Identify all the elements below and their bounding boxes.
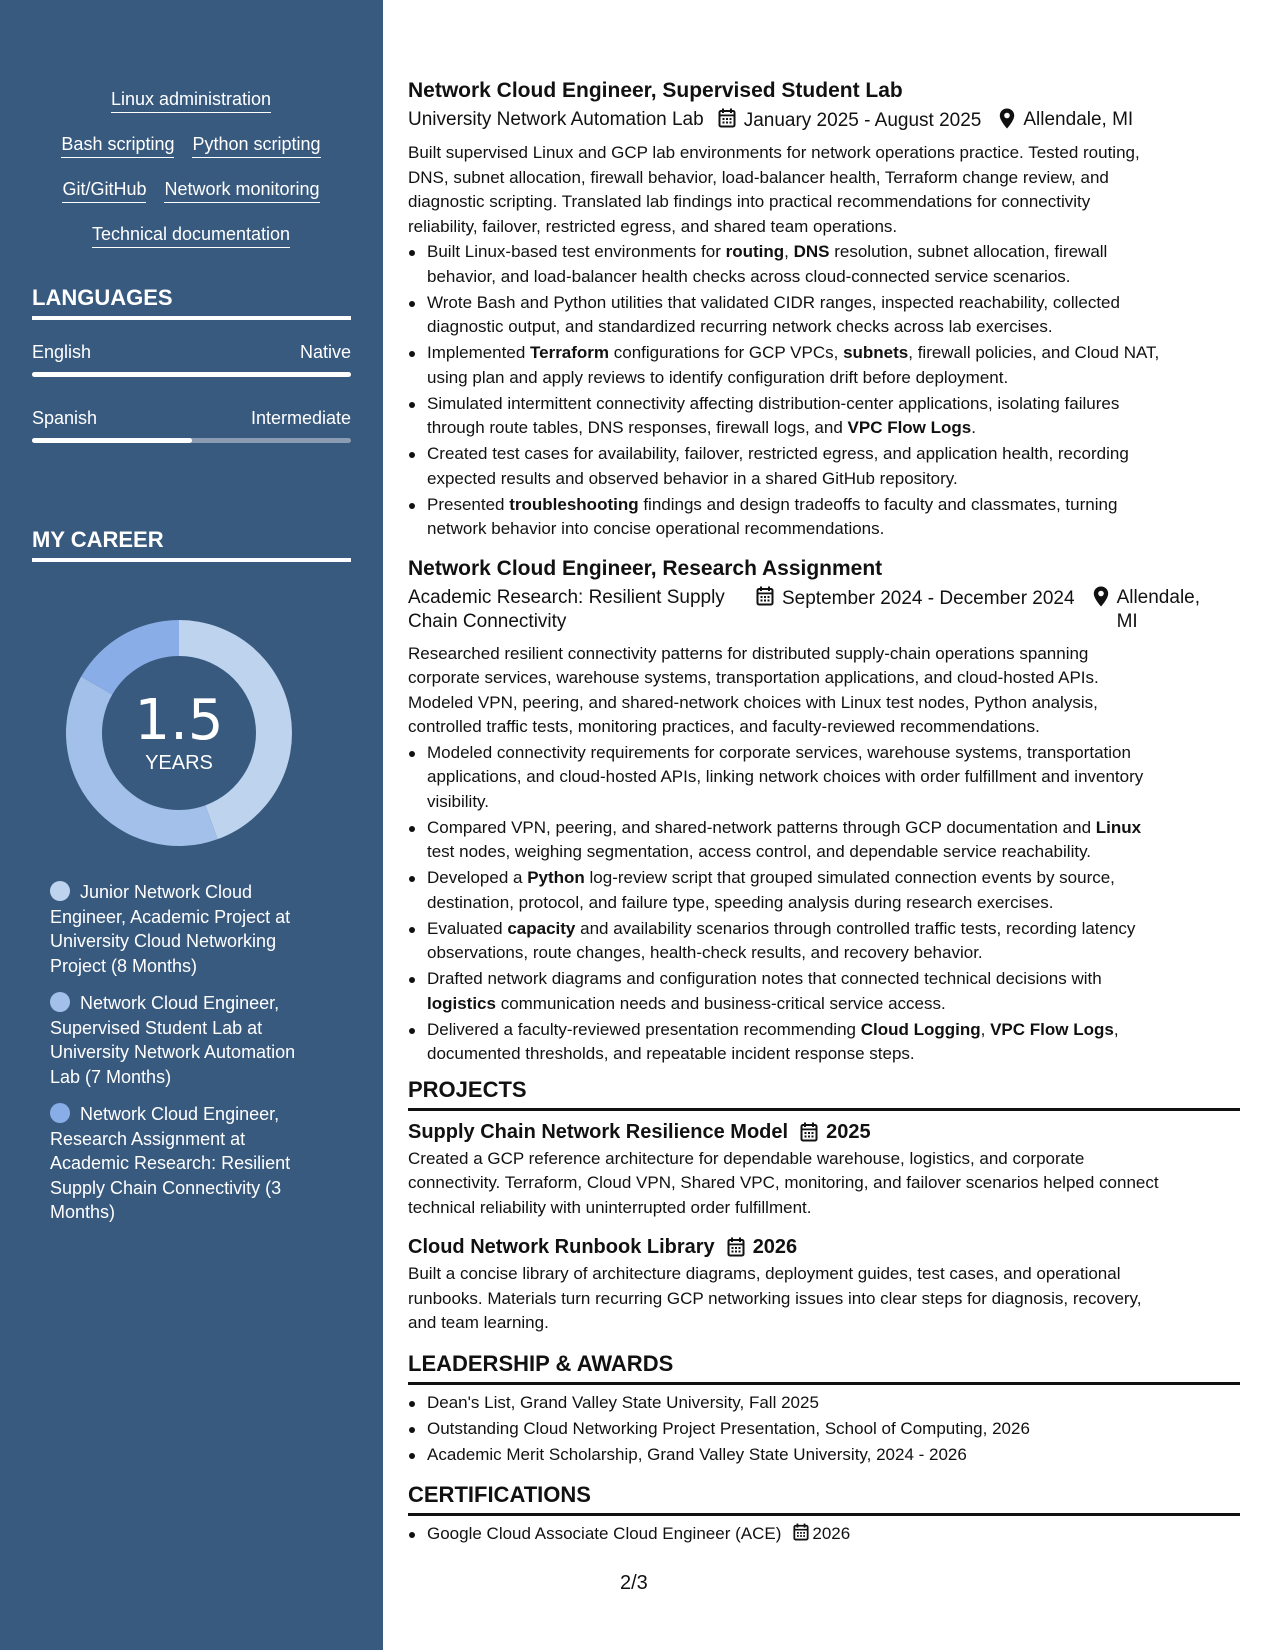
bold-keyword: capacity [507,918,576,938]
skill-tag: Network monitoring [164,177,319,203]
skill-tag: Bash scripting [61,132,174,158]
bold-keyword: Python [527,868,585,887]
bold-keyword: VPC Flow Logs [990,1019,1114,1039]
project-year: 2025 [826,1120,871,1143]
job-dates-text: January 2025 - August 2025 [743,110,982,131]
calendar-icon [756,586,774,606]
skill-tag: Linux administration [111,87,271,113]
job-bullet: Simulated intermittent connectivity affecting distribution-center applications, isolating failures through route tables, DNS responses, firewall logs, and VPC Flow Logs. [408,392,1240,441]
skills-row [32,222,350,267]
job-bullet: Developed a Python log-review script that grouped simulated connection events by source, destination, protocol, and failure type, speeding analysis during research exercises. [408,866,1240,915]
bold-keyword: subnets [843,343,909,362]
bold-keyword: Linux [1095,817,1142,837]
map-pin-icon [1093,586,1109,607]
job-bullet: Evaluated capacity and availability scenarios through controlled traffic tests, recording latency observations, route changes, health-check results, and recovery behavior. [408,917,1240,966]
job-bullet: Built Linux-based test environments for routing, DNS resolution, subnet allocation, firewall behavior, and load-balancer health checks across cloud-connected service scenarios. [408,240,1240,289]
project-title-row [408,1234,1240,1260]
language-proficiency-bar [32,438,351,443]
career-list-item [50,880,320,978]
leadership-item: Dean's List, Grand Valley State University, Fall 2025 [408,1391,1240,1416]
skills-row [32,132,350,177]
calendar-icon [727,1237,745,1257]
leadership-item: Outstanding Cloud Networking Project Presentation, School of Computing, 2026 [408,1417,1240,1442]
project-entry [408,1234,1240,1336]
job-bullet: Delivered a faculty-reviewed presentation recommending Cloud Logging, VPC Flow Logs, documented thresholds, and repeatable incident response steps. [408,1018,1240,1067]
job-bullet: Drafted network diagrams and configuration notes that connected technical decisions with logistics communication needs and business-critical service access. [408,967,1240,1016]
language-level: Intermediate [250,408,351,428]
job-dates [756,586,1075,611]
leadership-item: Academic Merit Scholarship, Grand Valley State University, 2024 - 2026 [408,1443,1240,1468]
career-legend [50,880,320,1238]
language-name: English [32,342,92,362]
career-donut-center [64,618,294,848]
project-description: Created a GCP reference architecture for dependable warehouse, logistics, and corporate connectivity. Terraform, Cloud VPN, Shared VPC, monitoring, and failover scenarios helped connect technical reliability with uninterrupted order fulfillment. [408,1148,1159,1217]
job-bullet: Compared VPN, peering, and shared-network patterns through GCP documentation and Linux test nodes, weighing segmentation, access control, and dependable service reachability. [408,816,1240,865]
certifications-heading: CERTIFICATIONS [408,1481,1240,1516]
calendar-icon [793,1523,809,1541]
bold-keyword: logistics [427,993,496,1013]
skills-list [32,87,350,267]
job-bullet: Created test cases for availability, failover, restricted egress, and application health, recording expected results and observed behavior in a shared GitHub repository. [408,442,1240,491]
projects-heading: PROJECTS [408,1076,1240,1111]
job-bullets [408,240,1240,542]
skills-row [32,87,350,132]
job-summary: Built supervised Linux and GCP lab environments for network operations practice. Tested routing, DNS, subnet allocation, firewall behavior, load-balancer health, Terraform change review, and diagnostic scripting. Translated lab findings into practical recommendations for connectivity reliability, failover, restricted egress, and shared team operations. [408,143,1140,236]
job-entry [408,76,1240,542]
career-total-years: 1.5 [134,687,224,753]
job-location-text: Allendale, MI [1023,109,1134,130]
career-item-text: Junior Network Cloud Engineer, Academic Project at University Cloud Networking Project (8 Months) [50,882,291,976]
job-organization: University Network Automation Lab [408,109,704,130]
sidebar [0,0,383,1650]
calendar-icon [718,108,736,128]
language-name: Spanish [32,408,98,428]
job-dates [718,108,982,133]
skill-tag: Git/GitHub [62,177,146,203]
language-proficiency-fill [32,438,192,443]
job-bullet: Wrote Bash and Python utilities that validated CIDR ranges, inspected reachability, collected diagnostic output, and standardized recurring network checks across lab exercises. [408,291,1240,340]
skill-tag: Python scripting [192,132,320,158]
bold-keyword: Cloud Logging [860,1019,981,1039]
job-meta [408,108,1240,133]
leadership-list [408,1391,1240,1468]
project-description: Built a concise library of architecture diagrams, deployment guides, test cases, and operational runbooks. Materials turn recurring GCP networking issues into clear steps for diagnosis, recovery, and team learning. [408,1264,1142,1332]
certification-name: Google Cloud Associate Cloud Engineer (ACE) [427,1524,782,1543]
job-entry [408,554,1240,1067]
job-summary: Researched resilient connectivity patterns for distributed supply-chain operations spanning corporate services, warehouse systems, transportation applications, and cloud-hosted APIs. Modeled VPN, peering, and shared-network choices with Linux test nodes, Python analysis, controlled traffic tests, monitoring practices, and faculty-reviewed recommendations. [408,643,1099,736]
bold-keyword: routing [725,242,785,261]
job-bullets [408,741,1240,1067]
project-title-row [408,1119,1240,1145]
language-item [32,341,351,377]
page-number: 2/3 [620,1572,648,1594]
skills-row [32,177,350,222]
language-level: Native [299,342,351,362]
bold-keyword: DNS [793,242,830,261]
leadership-heading: LEADERSHIP & AWARDS [408,1350,1240,1385]
language-item [32,407,351,443]
language-row [32,341,351,363]
main-content [408,76,1240,1548]
career-color-dot [50,992,70,1012]
career-total-unit: YEARS [145,751,213,774]
career-donut-chart [64,618,294,848]
job-organization: Academic Research: Resilient Supply Chain Connectivity [408,586,725,632]
job-dates-text: September 2024 - December 2024 [782,587,1075,609]
certification-item [408,1522,1240,1547]
language-proficiency-bar [32,372,351,377]
language-proficiency-fill [32,372,351,377]
project-title: Cloud Network Runbook Library [408,1236,715,1258]
bold-keyword: Terraform [530,343,610,362]
career-item-text: Network Cloud Engineer, Research Assignment at Academic Research: Resilient Supply Chain Connectivity (3 Months) [50,1104,291,1222]
project-year: 2026 [752,1236,798,1258]
career-heading: MY CAREER [32,526,351,562]
language-row [32,407,351,429]
career-item-text: Network Cloud Engineer, Supervised Student Lab at University Network Automation Lab (7 Months) [50,993,296,1087]
job-location [999,108,1133,132]
skill-tag: Technical documentation [92,222,290,248]
languages-heading: LANGUAGES [32,284,351,320]
career-color-dot [50,881,70,901]
job-location [1093,586,1200,634]
project-entry [408,1119,1240,1221]
job-title: Network Cloud Engineer, Supervised Student Lab [408,79,903,102]
job-meta [408,586,1240,634]
job-title: Network Cloud Engineer, Research Assignment [408,556,883,580]
job-bullet: Presented troubleshooting findings and design tradeoffs to faculty and classmates, turning network behavior into concise operational recommendations. [408,493,1240,542]
bold-keyword: troubleshooting [509,494,639,514]
job-location-text: Allendale, MI [1116,586,1201,632]
bold-keyword: VPC Flow Logs [847,418,972,437]
certification-year: 2026 [812,1524,851,1543]
calendar-icon [800,1122,818,1142]
job-bullet: Modeled connectivity requirements for corporate services, warehouse systems, transportation applications, and cloud-hosted APIs, linking network choices with order fulfillment and inventory visibility. [408,741,1240,815]
map-pin-icon [999,108,1015,129]
job-bullet: Implemented Terraform configurations for GCP VPCs, subnets, firewall policies, and Cloud NAT, using plan and apply reviews to identify configuration drift before deployment. [408,341,1240,390]
career-color-dot [50,1103,70,1123]
project-title: Supply Chain Network Resilience Model [408,1120,789,1143]
certifications-list [408,1522,1240,1547]
career-list-item [50,991,320,1089]
career-list-item [50,1102,320,1225]
